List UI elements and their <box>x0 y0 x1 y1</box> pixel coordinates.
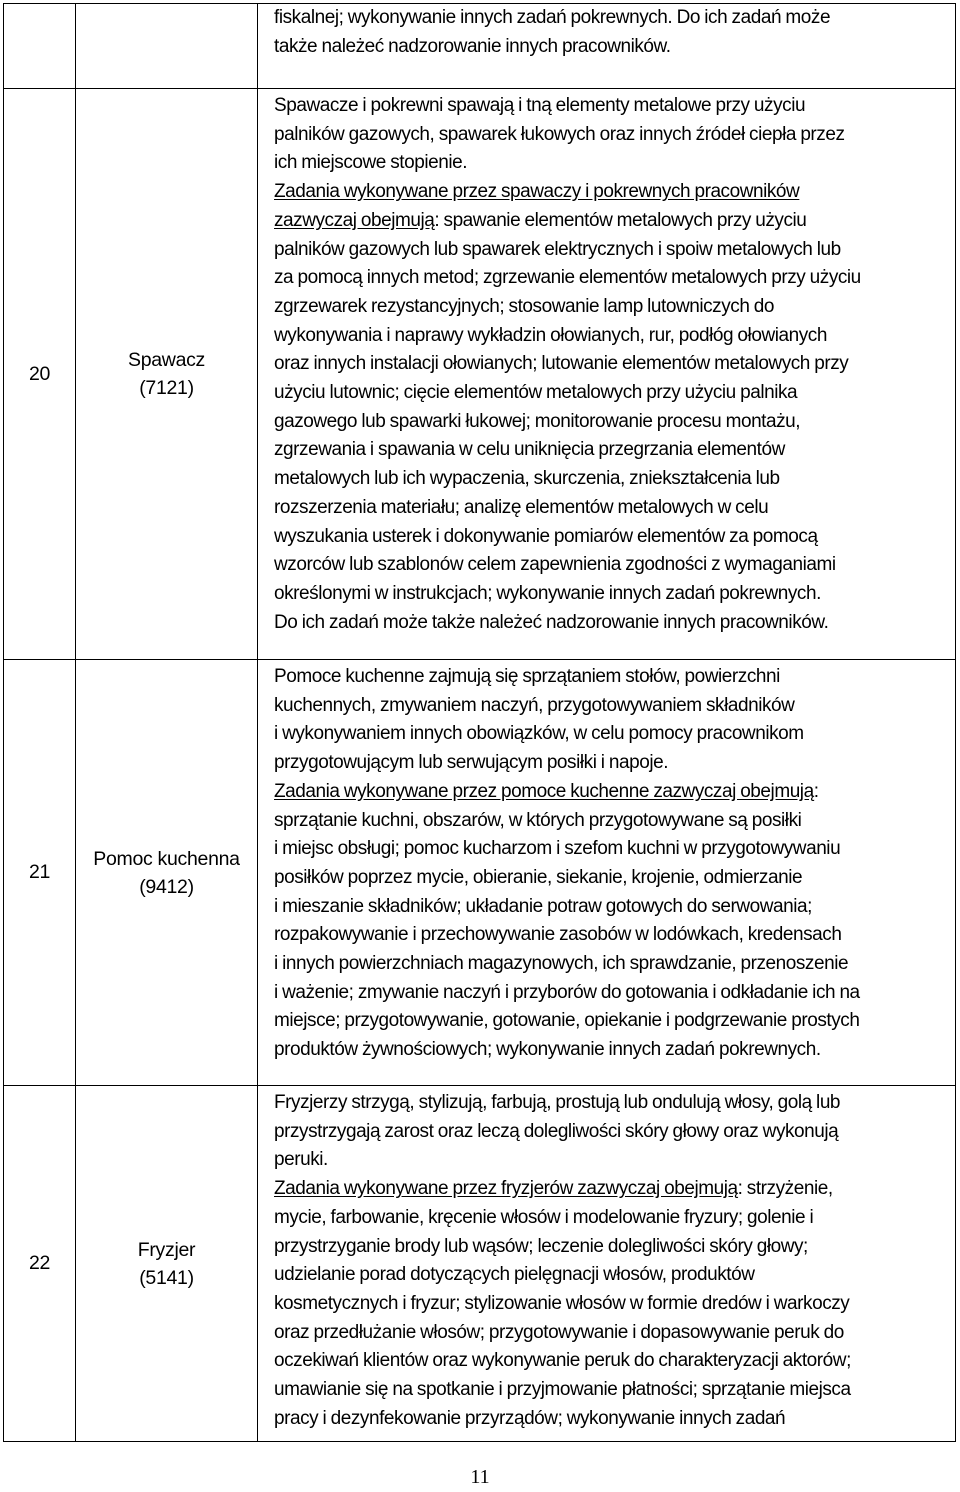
description-line: kuchennych, zmywaniem naczyń, przygotowywaniem składników <box>274 694 795 716</box>
description-line: za pomocą innych metod; zgrzewanie elementów metalowych przy użyciu <box>274 267 861 289</box>
description-line: oraz przedłużanie włosów; przygotowywanie i dopasowywanie peruk do <box>274 1321 844 1343</box>
occupation-code: (5141) <box>139 1266 194 1289</box>
description-line: kosmetycznych i fryzur; stylizowanie włosów w formie dredów i warkoczy <box>274 1292 850 1314</box>
occupation-title: Fryzjer <box>137 1238 196 1261</box>
description-line: także należeć nadzorowanie innych pracowników. <box>274 35 671 57</box>
occupation-description <box>258 89 956 660</box>
description-line: posiłków poprzez mycie, obieranie, siekanie, krojenie, odmierzanie <box>274 866 803 888</box>
occupation-code: (7121) <box>139 377 194 399</box>
table-row <box>4 4 956 89</box>
tasks-heading-underlined: Zadania wykonywane przez spawaczy i pokrewnych pracowników <box>274 181 800 203</box>
description-line: zgrzewarek rezystancyjnych; stosowanie lamp lutowniczych do <box>274 295 775 317</box>
description-line: palników gazowych, spawarek łukowych oraz innych źródeł ciepła przez <box>274 123 845 145</box>
description-line: i mieszanie składników; układanie potraw gotowych do serwowania; <box>274 895 812 917</box>
description-line: metalowych lub ich wypaczenia, skurczenia, zniekształcenia lub <box>274 468 780 490</box>
table-row <box>4 1086 956 1442</box>
description-line: Spawacze i pokrewni spawają i tną elementy metalowe przy użyciu <box>274 95 806 116</box>
row-number: 20 <box>4 89 76 660</box>
tasks-heading-underlined: zazwyczaj obejmują <box>274 209 435 231</box>
description-line: miejsce; przygotowywanie, gotowanie, opiekanie i podgrzewanie prostych <box>274 1010 860 1032</box>
occupation-description <box>258 660 956 1086</box>
description-line: fiskalnej; wykonywanie innych zadań pokrewnych. Do ich zadań może <box>274 7 831 28</box>
description-line: wykonywania i naprawy wykładzin ołowianych, rur, podłóg ołowianych <box>274 324 827 346</box>
tasks-heading-underlined: Zadania wykonywane przez pomoce kuchenne zazwyczaj obejmują <box>274 780 814 802</box>
description-line: Do ich zadań może także należeć nadzorowanie innych pracowników. <box>274 611 829 633</box>
table-row <box>4 89 956 660</box>
page-number: 11 <box>470 1466 490 1488</box>
occupation-description <box>258 4 956 89</box>
description-line <box>274 778 949 807</box>
description-line: sprzątanie kuchni, obszarów, w których przygotowywane są posiłki <box>274 809 802 831</box>
row-number <box>4 4 76 89</box>
description-line: gazowego lub spawarki łukowej; monitorowanie procesu montażu, <box>274 410 801 432</box>
occupation-name <box>76 4 258 89</box>
description-line: oczekiwań klientów oraz wykonywanie peruk do charakteryzacji aktorów; <box>274 1350 851 1372</box>
description-line: mycie, farbowanie, kręcenie włosów i modelowanie fryzury; golenie i <box>274 1206 814 1228</box>
row-number: 21 <box>4 660 76 1086</box>
description-line: wzorców lub szablonów celem zapewnienia zgodności z wymaganiami <box>274 554 836 576</box>
description-line <box>274 1175 949 1204</box>
occupation-name <box>76 1086 258 1442</box>
description-line: i wykonywaniem innych obowiązków, w celu pomocy pracownikom <box>274 723 804 745</box>
description-line: i innych powierzchniach magazynowych, ich sprawdzanie, przenoszenie <box>274 953 849 975</box>
tasks-heading-underlined: Zadania wykonywane przez fryzjerów zazwyczaj obejmują <box>274 1178 738 1200</box>
description-line: rozszerzenia materiału; analizę elementów metalowych w celu <box>274 496 769 518</box>
occupations-table <box>3 3 956 1442</box>
tasks-first-tail: : strzyżenie, <box>737 1178 833 1200</box>
description-line: i miejsc obsługi; pomoc kucharzom i szefom kuchni w przygotowywaniu <box>274 838 841 860</box>
description-line: rozpakowywanie i przechowywanie zasobów w lodówkach, kredensach <box>274 924 842 946</box>
description-line: określonymi w instrukcjach; wykonywanie innych zadań pokrewnych. <box>274 582 821 604</box>
description-line: przygotowującym lub serwującym posiłki i napoje. <box>274 752 669 774</box>
description-line: Fryzjerzy strzygą, stylizują, farbują, prostują lub ondulują włosy, golą lub <box>274 1092 841 1113</box>
occupation-description <box>258 1086 956 1442</box>
description-line: przystrzyganie brody lub wąsów; leczenie dolegliwości skóry głowy; <box>274 1235 808 1257</box>
row-number: 22 <box>4 1086 76 1442</box>
occupation-name <box>76 660 258 1086</box>
description-line: ich miejscowe stopienie. <box>274 152 468 174</box>
tasks-first-tail: : <box>813 780 819 802</box>
occupation-title: Spawacz <box>127 349 206 371</box>
description-line: umawianie się na spotkanie i przyjmowanie płatności; sprzątanie miejsca <box>274 1379 851 1401</box>
description-line: i ważenie; zmywanie naczyń i przyborów do gotowania i odkładanie ich na <box>274 981 860 1003</box>
description-line <box>274 207 949 236</box>
description-line: oraz innych instalacji ołowianych; lutowanie elementów metalowych przy <box>274 353 849 375</box>
description-line: przystrzygają zarost oraz leczą dolegliwości skóry głowy oraz wykonują <box>274 1120 839 1142</box>
tasks-first-tail: : spawanie elementów metalowych przy użyciu <box>434 209 807 231</box>
description-line: zgrzewania i spawania w celu uniknięcia przegrzania elementów <box>274 439 785 461</box>
occupation-code: (9412) <box>139 875 194 898</box>
table-row <box>4 660 956 1086</box>
description-line: pracy i dezynfekowanie przyrządów; wykonywanie innych zadań <box>274 1407 786 1429</box>
tasks-heading <box>274 178 949 207</box>
occupation-title: Pomoc kuchenna <box>93 847 240 870</box>
description-line: palników gazowych lub spawarek elektrycznych i spoiw metalowych lub <box>274 238 841 260</box>
occupation-name <box>76 89 258 660</box>
description-line: udzielanie porad dotyczących pielęgnacji włosów, produktów <box>274 1264 755 1286</box>
description-line: peruki. <box>274 1149 328 1171</box>
description-line: użyciu lutownic; cięcie elementów metalowych przy użyciu palnika <box>274 382 798 404</box>
description-line: wyszukania usterek i dokonywanie pomiarów elementów za pomocą <box>274 525 818 547</box>
description-line: Pomoce kuchenne zajmują się sprzątaniem stołów, powierzchni <box>274 666 780 687</box>
description-line: produktów żywnościowych; wykonywanie innych zadań pokrewnych. <box>274 1039 821 1061</box>
